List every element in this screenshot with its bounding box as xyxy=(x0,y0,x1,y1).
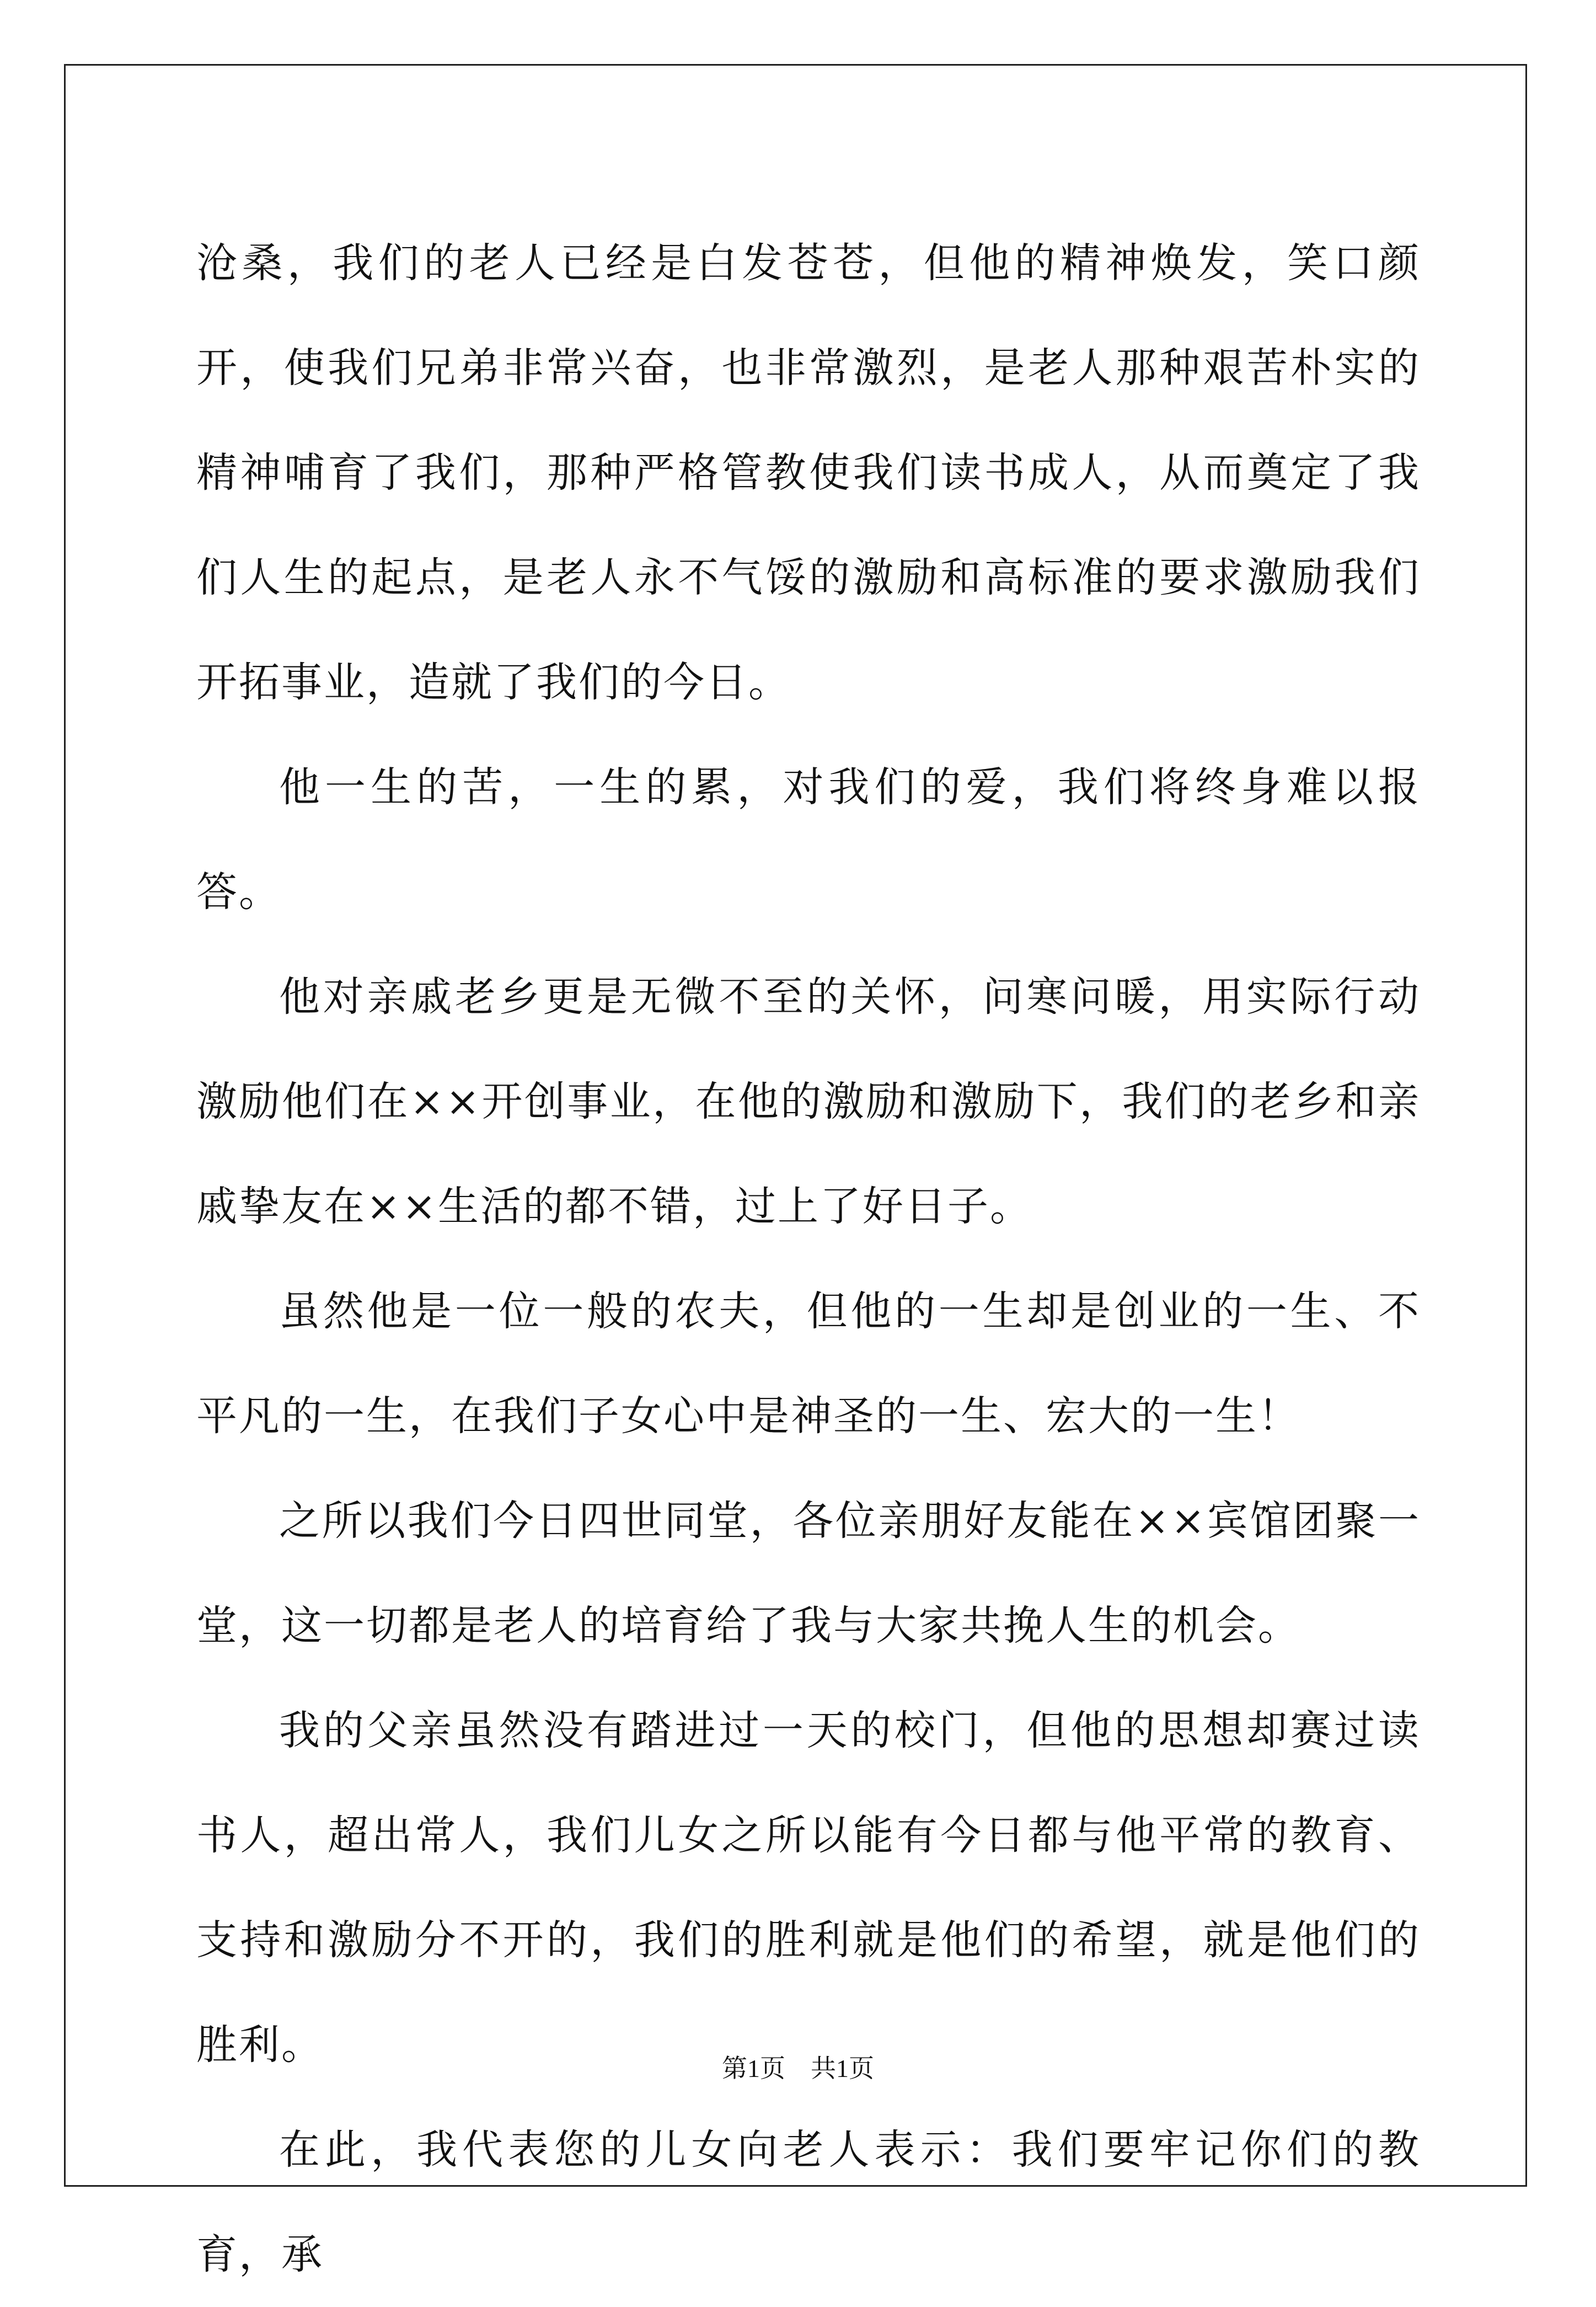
paragraph-5: 之所以我们今日四世同堂，各位亲朋好友能在××宾馆团聚一堂，这一切都是老人的培育给了我与大家共挽人生的机会。 xyxy=(196,1497,1421,1649)
paragraph-3: 他对亲戚老乡更是无微不至的关怀，问寒问暖，用实际行动激励他们在××开创事业，在他的激励和激励下，我们的老乡和亲戚挚友在××生活的都不错，过上了好日子。 xyxy=(196,973,1421,1230)
page-number-footer: 第1页 共1页 xyxy=(722,2054,874,2082)
paragraph-4: 虽然他是一位一般的农夫，但他的一生却是创业的一生、不平凡的一生，在我们子女心中是神圣的一生、宏大的一生！ xyxy=(196,1288,1421,1440)
document-body xyxy=(196,211,1421,2307)
paragraph-2: 他一生的苦，一生的累，对我们的爱，我们将终身难以报答。 xyxy=(196,763,1421,916)
paragraph-1: 沧桑，我们的老人已经是白发苍苍，但他的精神焕发，笑口颜开，使我们兄弟非常兴奋，也非常激烈，是老人那种艰苦朴实的精神哺育了我们，那种严格管教使我们读书成人，从而奠定了我们人生的起点，是老人永不气馁的激励和高标准的要求激励我们开拓事业，造就了我们的今日。 xyxy=(196,239,1421,706)
paragraph-6: 我的父亲虽然没有踏进过一天的校门，但他的思想却赛过读书人，超出常人，我们儿女之所以能有今日都与他平常的教育、支持和激励分不开的，我们的胜利就是他们的希望，就是他们的胜利。 xyxy=(196,1707,1421,2069)
paragraph-7: 在此，我代表您的儿女向老人表示：我们要牢记你们的教育，承 xyxy=(196,2126,1421,2278)
